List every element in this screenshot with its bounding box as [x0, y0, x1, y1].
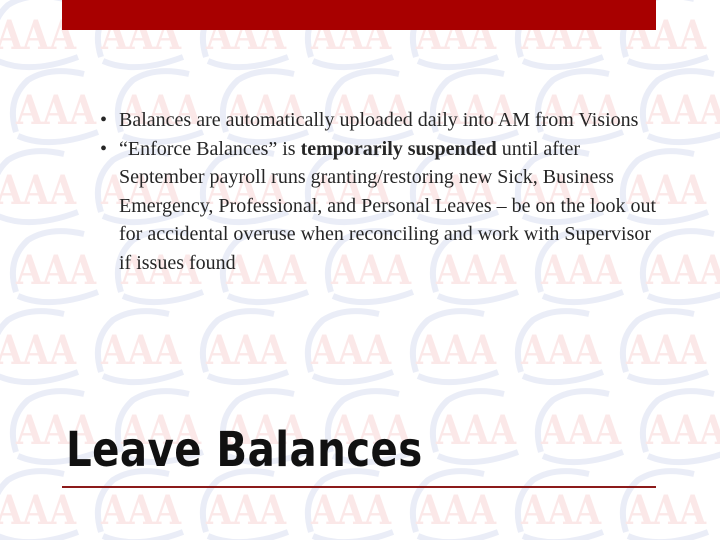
aaa-watermark-logo: [13, 71, 98, 142]
bullet-item-uploads: [100, 106, 660, 135]
aaa-watermark-logo: [518, 311, 603, 382]
aaa-watermark-logo: [203, 311, 288, 382]
aaa-watermark-logo: [0, 151, 78, 222]
aaa-watermark-logo: [413, 311, 498, 382]
bullet-text: Balances are automatically uploaded daily into AM from Visions: [119, 109, 639, 131]
aaa-watermark-logo: [308, 311, 393, 382]
bullet-icon: •: [100, 137, 108, 160]
bullet-item-enforce-balances: [100, 135, 660, 278]
aaa-watermark-logo: [623, 471, 708, 540]
slide-title: Leave Balances: [66, 422, 423, 478]
aaa-watermark-logo: [413, 471, 498, 540]
aaa-watermark-logo: [538, 391, 623, 462]
aaa-watermark-logo: [518, 471, 603, 540]
bullet-text-rest: until after September payroll runs granting/restoring new Sick, Business Emergency, Professional, and Personal Leaves – be on the look out for accidental overuse when reconciling and work with Supervisor if issues found: [119, 137, 657, 274]
slide-body: [100, 106, 660, 277]
aaa-watermark-logo: [13, 231, 98, 302]
aaa-watermark-logo: [0, 311, 78, 382]
bullet-icon: •: [100, 109, 108, 131]
top-accent-bar: [62, 0, 656, 30]
aaa-watermark-logo: [98, 311, 183, 382]
aaa-watermark-logo: [643, 391, 720, 462]
aaa-watermark-logo: [623, 311, 708, 382]
bullet-text-emphasis: temporarily suspended: [300, 137, 497, 160]
title-underline: [62, 486, 656, 488]
bullet-list: [100, 106, 660, 277]
aaa-watermark-logo: [433, 391, 518, 462]
bullet-text-lead: “Enforce Balances” is: [119, 137, 301, 160]
